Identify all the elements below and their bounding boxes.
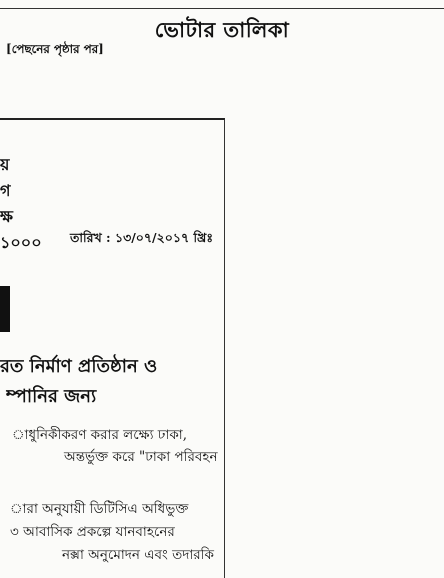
ad-black-bar <box>0 286 10 332</box>
previous-article-fragment <box>0 0 444 9</box>
ad-fragment: ক্ষ <box>0 207 13 226</box>
ad-date: তারিখ : ১৩/০৭/২০১৭ খ্রিঃ <box>70 230 213 245</box>
article-body <box>226 90 438 576</box>
article-headline: ভোটার তালিকা <box>154 17 290 42</box>
ad-body-line: ারা অনুযায়ী ডিটিসিএ অধিভুক্ত <box>10 501 189 517</box>
ad-fragment: য় <box>0 155 10 174</box>
ad-title: রত নির্মাণ প্রতিষ্ঠান ও <box>0 356 158 377</box>
ad-body-line: অন্তর্ভুক্ত করে "ঢাকা পরিবহন <box>64 449 218 465</box>
ad-subtitle: ম্পানির জন্য <box>6 386 97 407</box>
ad-body-line: নক্সা অনুমোদন এবং তদারকি <box>62 547 214 563</box>
ad-fragment: গ <box>0 181 11 200</box>
continued-from-tag: [পেছনের পৃষ্ঠার পর] <box>6 42 104 56</box>
ad-fragment: ১০০০ <box>0 233 42 252</box>
ad-body-line: াধুনিকীকরণ করার লক্ষ্যে ঢাকা, <box>12 427 188 443</box>
ad-body-line: ৩ আবাসিক প্রকল্পে যানবাহনের <box>10 524 175 540</box>
article-lead <box>6 42 438 58</box>
